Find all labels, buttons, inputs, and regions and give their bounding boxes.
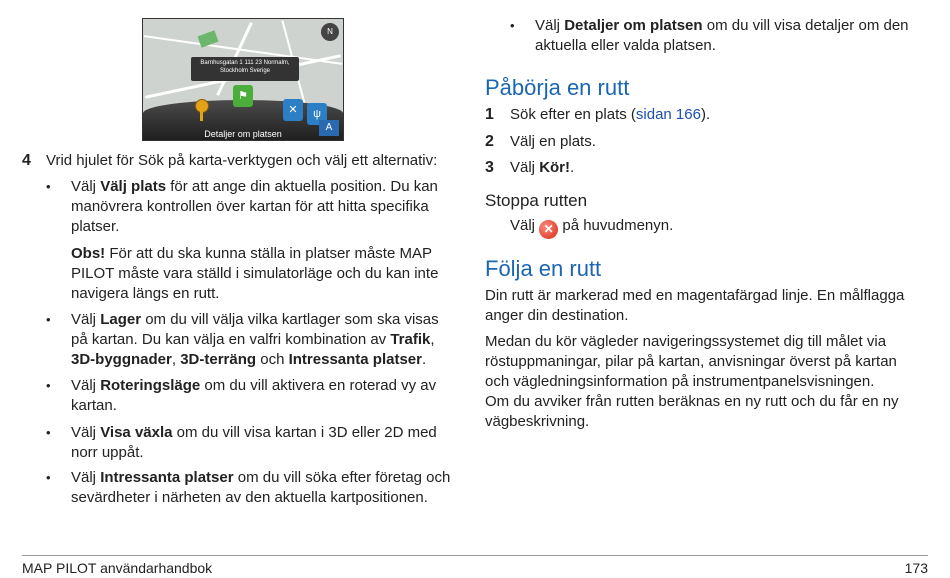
heading-follow-route: Följa en rutt [485, 256, 602, 281]
bullet-text: Välj Intressanta platser om du vill söka efter företag och sevärdheter i närheten av den aktuella kartpositionen. [71, 469, 451, 506]
heading-stop-route: Stoppa rutten [485, 191, 588, 210]
stop-instruction: Välj ✕ på huvudmenyn. [510, 216, 910, 239]
footer-divider [22, 555, 928, 556]
popup-line-1: Barnhusgatan 1 111 23 Normalm, [200, 60, 290, 66]
bullet-dot: • [46, 179, 51, 194]
bullet-text: Välj Välj plats för att ange din aktuella position. Du kan manövrera kontrollen över kartan för att hitta specifika platser. [71, 178, 438, 235]
step-text: Sök efter en plats (sidan 166). [510, 106, 711, 123]
bullet-text: Välj Visa växla om du vill visa kartan i 3D eller 2D med norr uppåt. [71, 424, 437, 461]
flag-icon[interactable]: ⚑ [233, 85, 253, 107]
popup-line-2: Stockholm Sverige [219, 68, 271, 74]
food-icon[interactable]: ψ [307, 103, 327, 125]
paragraph: Om du avviker från rutten beräknas en ny rutt och du får en ny vägbeskrivning. [485, 393, 899, 430]
heading-start-route: Påbörja en rutt [485, 75, 630, 100]
step-text: Välj en plats. [510, 133, 596, 150]
location-pin-stem [200, 111, 203, 121]
page-link[interactable]: sidan 166 [635, 106, 701, 123]
step-number: 1 [485, 106, 494, 123]
step-number: 3 [485, 159, 494, 176]
step-text: Vrid hjulet för Sök på karta-verktygen och välj ett alternativ: [46, 152, 438, 169]
paragraph: Din rutt är markerad med en magentafärgad linje. En målflagga anger din destination. [485, 287, 905, 324]
bullet-text: Välj Detaljer om platsen om du vill visa detaljer om den aktuella eller valda platsen. [535, 17, 909, 54]
paragraph: Medan du kör vägleder navigeringssystemet dig till målet via röstuppmaningar, pilar på kartan, anvisningar överst på kartan och vägledningsinformation på instrumentpanelsvisningen. [485, 333, 897, 390]
step-number: 2 [485, 133, 494, 150]
bullet-dot: • [46, 378, 51, 393]
tool-label: Detaljer om platsen [204, 129, 282, 139]
footer-title: MAP PILOT användarhandbok [22, 560, 213, 576]
address-popup[interactable] [191, 57, 299, 81]
bullet-text: Välj Roteringsläge om du vill aktivera en roterad vy av kartan. [71, 377, 437, 414]
page-number: 173 [904, 560, 928, 576]
bullet-dot: • [46, 425, 51, 440]
step-text: Välj Kör!. [510, 159, 575, 176]
note-text: Obs! För att du ska kunna ställa in platser måste MAP PILOT måste vara ställd i simulatorläge och du kan inte navigera längs en rutt. [71, 245, 439, 302]
poi-icon[interactable]: ✕ [283, 99, 303, 121]
bullet-dot: • [510, 18, 515, 33]
bullet-dot: • [46, 470, 51, 485]
view-toggle-icon[interactable]: A [319, 120, 339, 136]
bullet-text: Välj Lager om du vill välja vilka kartlager som ska visas på kartan. Du kan välja en valfri kombination av Trafik, 3D-byggnader, 3D-terräng och Intressanta platser. [71, 311, 439, 368]
stop-route-icon[interactable]: ✕ [539, 220, 558, 239]
bullet-dot: • [46, 312, 51, 327]
compass-icon[interactable]: N [321, 23, 339, 41]
step-number: 4 [22, 152, 31, 169]
map-screenshot [142, 18, 344, 141]
